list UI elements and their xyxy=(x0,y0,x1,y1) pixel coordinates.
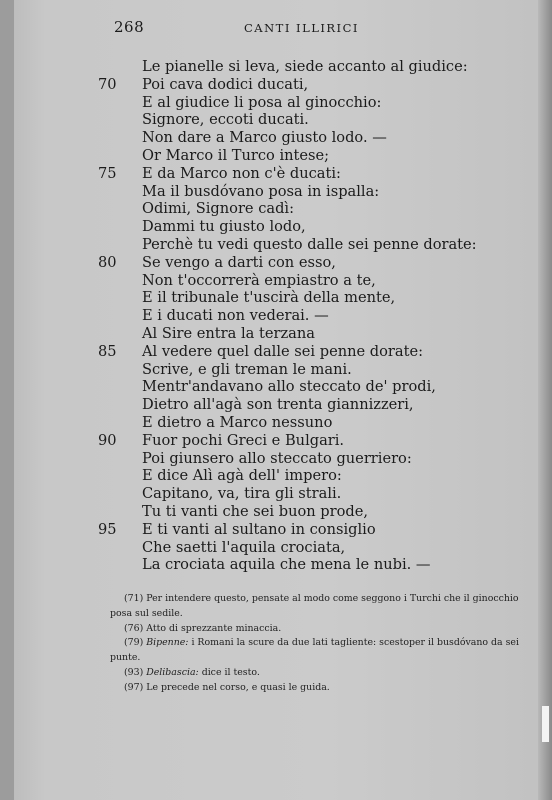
verse-line xyxy=(14,200,538,218)
verse-line xyxy=(14,218,538,236)
footnote-text: Le precede nel corso, e quasi le guida. xyxy=(146,681,330,693)
verse-line xyxy=(14,183,538,201)
verse-line xyxy=(14,343,538,361)
verse-text: Poi giunsero allo steccato guerriero: xyxy=(142,449,412,467)
verse-text: Poi cava dodici ducati, xyxy=(142,75,309,93)
page-edge xyxy=(538,0,552,800)
verse-text: Che saetti l'aquila crociata, xyxy=(142,538,346,556)
verse-text: Odimi, Signore cadì: xyxy=(142,200,295,218)
running-title: CANTI ILLIRICI xyxy=(244,21,359,35)
verse-text: E dice Alì agà dell' impero: xyxy=(142,467,342,485)
line-number: 90 xyxy=(98,431,117,449)
book-page xyxy=(14,0,538,800)
verse-line xyxy=(14,539,538,557)
verse-text: E ti vanti al sultano in consiglio xyxy=(142,520,376,538)
verse-line xyxy=(14,289,538,307)
verse-line xyxy=(14,58,538,76)
verse-line xyxy=(14,307,538,325)
footnote-term: Delibascia: xyxy=(146,666,199,678)
poem-verses xyxy=(14,58,538,574)
verse-line xyxy=(14,450,538,468)
verse-line xyxy=(14,503,538,521)
verse-line xyxy=(14,485,538,503)
verse-line xyxy=(14,94,538,112)
verse-text: Capitano, va, tira gli strali. xyxy=(142,485,342,503)
verse-line xyxy=(14,236,538,254)
verse-text: E dietro a Marco nessuno xyxy=(142,413,333,431)
verse-line xyxy=(14,325,538,343)
verse-line xyxy=(14,76,538,94)
verse-text: La crociata aquila che mena le nubi. — xyxy=(142,556,431,574)
footnote xyxy=(110,681,520,696)
verse-text: Scrive, e gli treman le mani. xyxy=(142,360,352,378)
footnote-ref: (97) xyxy=(124,681,144,693)
footnote-ref: (93) xyxy=(124,666,144,678)
footnote-text: Atto di sprezzante minaccia. xyxy=(146,622,282,634)
footnote-ref: (76) xyxy=(124,622,144,634)
footnote xyxy=(110,622,520,637)
verse-line xyxy=(14,272,538,290)
verse-line xyxy=(14,556,538,574)
footnote-text: dice il testo. xyxy=(201,666,260,678)
verse-line xyxy=(14,467,538,485)
footnote-text: i Romani la scure da due lati tagliente: scestoper il busdóvano da sei punte. xyxy=(110,637,519,664)
verse-text: Dietro all'agà son trenta giannizzeri, xyxy=(142,396,414,414)
footnote xyxy=(110,636,520,666)
verse-text: Signore, eccoti ducati. xyxy=(142,111,309,129)
verse-text: Or Marco il Turco intese; xyxy=(142,146,330,164)
footnote-ref: (71) xyxy=(124,593,144,604)
line-number: 85 xyxy=(98,342,117,360)
verse-text: Non dare a Marco giusto lodo. — xyxy=(142,129,387,147)
page-header xyxy=(14,18,538,40)
verse-text: Tu ti vanti che sei buon prode, xyxy=(142,502,369,520)
verse-text: Le pianelle si leva, siede accanto al giudice: xyxy=(142,58,468,75)
verse-line xyxy=(14,254,538,272)
line-number: 75 xyxy=(98,164,117,182)
verse-text: Fuor pochi Greci e Bulgari. xyxy=(142,431,345,449)
line-number: 70 xyxy=(98,75,117,93)
verse-text: Non t'occorrerà empiastro a te, xyxy=(142,271,376,289)
verse-text: E il tribunale t'uscirà della mente, xyxy=(142,289,396,307)
verse-line xyxy=(14,378,538,396)
footnote-text: Per intendere questo, pensate al modo come seggono i Turchi che il ginocchio posa sul sedile. xyxy=(110,593,519,619)
line-number: 80 xyxy=(98,253,117,271)
verse-line xyxy=(14,361,538,379)
verse-line xyxy=(14,129,538,147)
footnotes xyxy=(110,592,520,696)
verse-line xyxy=(14,147,538,165)
verse-text: Al Sire entra la terzana xyxy=(142,324,315,342)
verse-text: Al vedere quel dalle sei penne dorate: xyxy=(142,342,424,360)
footnote xyxy=(110,592,520,622)
line-number: 95 xyxy=(98,520,117,538)
verse-text: Ma il busdóvano posa in ispalla: xyxy=(142,182,380,200)
footnote-term: Bipenne: xyxy=(146,637,189,649)
verse-line xyxy=(14,165,538,183)
footnote xyxy=(110,666,520,681)
page-edge-notch xyxy=(542,706,549,742)
verse-line xyxy=(14,521,538,539)
verse-text: E da Marco non c'è ducati: xyxy=(142,164,341,182)
verse-text: Perchè tu vedi questo dalle sei penne dorate: xyxy=(142,235,477,253)
verse-line xyxy=(14,414,538,432)
verse-text: E i ducati non vederai. — xyxy=(142,307,329,325)
verse-line xyxy=(14,432,538,450)
verse-text: Mentr'andavano allo steccato de' prodi, xyxy=(142,378,436,396)
verse-text: Se vengo a darti con esso, xyxy=(142,253,336,271)
page-number: 268 xyxy=(114,18,145,36)
verse-text: Dammi tu giusto lodo, xyxy=(142,218,306,236)
verse-text: E al giudice li posa al ginocchio: xyxy=(142,93,382,111)
verse-line xyxy=(14,396,538,414)
footnote-ref: (79) xyxy=(124,637,144,649)
verse-line xyxy=(14,111,538,129)
